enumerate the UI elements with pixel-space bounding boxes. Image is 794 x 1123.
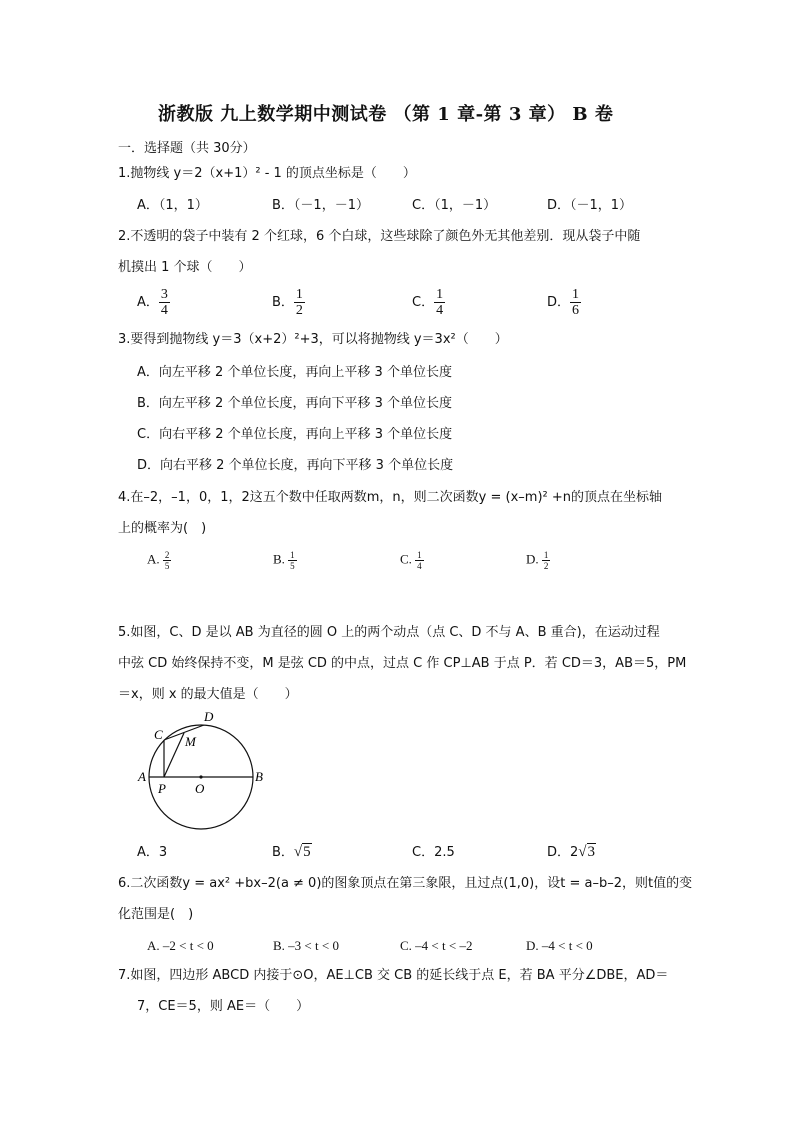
label-a: A [138, 769, 146, 784]
fraction-denominator: 6 [572, 303, 580, 318]
question-4-line1: 4.在–2，–1，0，1，2这五个数中任取两数m，n，则二次函数y = (x–m)² +n的顶点在坐标轴 [118, 490, 662, 505]
q2-option-c [412, 287, 445, 318]
q4-option-d-fraction [542, 550, 551, 571]
label-b: B [255, 769, 263, 784]
fraction-denominator: 2 [543, 561, 549, 571]
fraction-numerator: 1 [436, 287, 444, 302]
fraction-numerator: 1 [295, 287, 303, 302]
fraction-denominator: 5 [164, 561, 170, 571]
fraction-numerator: 1 [572, 287, 580, 302]
page-title: 浙教版 九上数学期中测试卷 （第 1 章-第 3 章） B 卷 [158, 104, 614, 125]
q5-option-d-label: D．2 [547, 845, 579, 860]
label-d: D [204, 709, 214, 724]
q5-option-c: C．2.5 [412, 845, 455, 860]
question-2-line2: 机摸出 1 个球（ ） [118, 260, 252, 275]
fraction-numerator: 3 [160, 287, 168, 302]
q2-option-d-fraction [570, 287, 581, 318]
q5-option-d [547, 843, 596, 862]
q4-option-b-fraction [288, 550, 297, 571]
q5-option-b [272, 843, 312, 862]
q4-option-b [273, 550, 297, 571]
q2-option-d [547, 287, 581, 318]
q4-option-c-fraction [415, 550, 424, 571]
label-m: M [185, 734, 196, 749]
q4-option-d [526, 550, 550, 571]
q2-option-a-label: A． [137, 295, 159, 310]
q2-option-b-label: B． [272, 295, 294, 310]
q5-option-a: A．3 [137, 845, 168, 860]
q6-option-b: B. –3 < t < 0 [273, 938, 339, 953]
question-7-line2: 7，CE＝5，则 AE＝（ ） [137, 999, 310, 1014]
fraction-numerator: 1 [417, 550, 422, 560]
q2-option-b-fraction [294, 287, 305, 318]
q4-option-a-fraction [163, 550, 172, 571]
q3-option-b: B．向左平移 2 个单位长度，再向下平移 3 个单位长度 [137, 396, 452, 411]
fraction-denominator: 4 [417, 561, 422, 571]
q2-option-c-fraction [434, 287, 445, 318]
fraction-denominator: 5 [290, 561, 295, 571]
q6-option-d: D. –4 < t < 0 [526, 938, 593, 953]
fraction-denominator: 2 [295, 303, 303, 318]
center-point-o [199, 775, 202, 778]
label-c: C [154, 727, 163, 742]
fraction-numerator: 2 [164, 550, 170, 560]
q3-option-c: C．向右平移 2 个单位长度，再向上平移 3 个单位长度 [137, 427, 453, 442]
q5-circle-figure [130, 705, 280, 835]
q2-option-d-label: D． [547, 295, 571, 310]
q6-option-a: A. –2 < t < 0 [147, 938, 214, 953]
question-7-line1: 7.如图，四边形 ABCD 内接于⊙O，AE⊥CB 交 CB 的延长线于点 E，若 BA 平分∠DBE，AD＝ [118, 968, 669, 983]
question-6-line2: 化范围是( ) [118, 907, 194, 922]
q4-option-d-label: D. [526, 551, 539, 567]
fraction-numerator: 1 [543, 550, 549, 560]
question-5-line3: ＝x，则 x 的最大值是（ ） [118, 687, 298, 702]
q1-option-a: A．（1，1） [137, 198, 208, 213]
q1-option-c: C．（1，－1） [412, 198, 497, 213]
q1-option-d: D．（－1，1） [547, 198, 633, 213]
segment-pm [164, 733, 184, 777]
question-2-line1: 2.不透明的袋子中装有 2 个红球，6 个白球，这些球除了颜色外无其他差别．现从袋子中随 [118, 229, 641, 244]
question-5-line2: 中弦 CD 始终保持不变，M 是弦 CD 的中点，过点 C 作 CP⊥AB 于点 P．若 CD＝3，AB＝5，PM [118, 656, 687, 671]
question-1-stem: 1.抛物线 y＝2（x+1）² - 1 的顶点坐标是（ ） [118, 166, 416, 181]
question-3-stem: 3.要得到抛物线 y＝3（x+2）²+3，可以将抛物线 y＝3x²（ ） [118, 332, 508, 347]
label-o: O [195, 781, 205, 796]
q4-option-c-label: C. [400, 551, 412, 567]
q3-option-a: A．向左平移 2 个单位长度，再向上平移 3 个单位长度 [137, 365, 452, 380]
sqrt-radicand: 5 [303, 844, 311, 860]
q3-option-d: D．向右平移 2 个单位长度，再向下平移 3 个单位长度 [137, 458, 454, 473]
q4-option-c [400, 550, 424, 571]
q4-option-b-label: B. [273, 551, 285, 567]
sqrt-5: √5 [293, 844, 311, 860]
q4-option-a-label: A. [147, 551, 160, 567]
q2-option-a-fraction [159, 287, 170, 318]
question-5-line1: 5.如图，C、D 是以 AB 为直径的圆 O 上的两个动点（点 C、D 不与 A、B 重合)，在运动过程 [118, 625, 660, 640]
label-p: P [158, 781, 166, 796]
q2-option-c-label: C． [412, 295, 435, 310]
q2-option-b [272, 287, 305, 318]
fraction-denominator: 4 [160, 303, 168, 318]
fraction-denominator: 4 [436, 303, 444, 318]
question-4-line2: 上的概率为( ) [118, 521, 207, 536]
q1-option-b: B．（－1，－1） [272, 198, 369, 213]
q2-option-a [137, 287, 170, 318]
fraction-numerator: 1 [290, 550, 295, 560]
q5-option-b-label: B． [272, 845, 294, 860]
q6-option-c: C. –4 < t < –2 [400, 938, 473, 953]
sqrt-radicand: 3 [587, 844, 596, 860]
q4-option-a [147, 550, 171, 571]
sqrt-3: √3 [578, 844, 596, 860]
question-6-line1: 6.二次函数y = ax² +bx–2(a ≠ 0)的图象顶点在第三象限，且过点(1,0)，设t = a–b–2，则t值的变 [118, 876, 693, 891]
section-heading: 一．选择题（共 30分） [118, 141, 256, 156]
